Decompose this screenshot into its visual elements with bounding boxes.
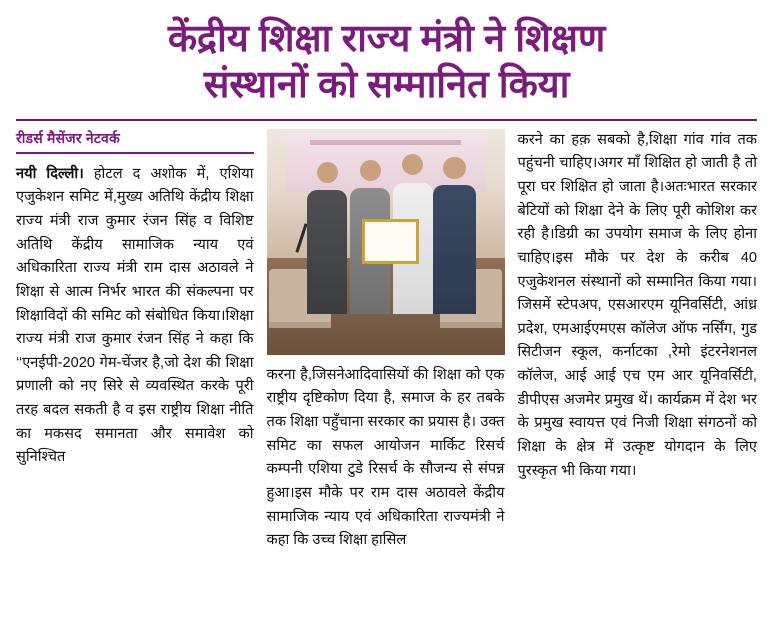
byline: रीडर्स मैसेंजर नेटवर्क <box>16 129 120 146</box>
article-text-left: होटल द अशोक में, एशिया एजुकेशन समिट में,मुख्य अतिथि केंद्रीय शिक्षा राज्य मंत्री राज कुमार रंजन सिंह व विशिष्ट अतिथि केंद्रीय सामाजिक न्याय एवं अधिकारिता राज्य मंत्री राम दास अठावले ने शिक्षा से आत्म निर्भर भारत की संकल्पना पर शिक्षाविदों की समिट को संबोधित किया।शिक्षा राज्य मंत्री राज कुमार रंजन सिंह ने कहा कि ‘‘एनईपी-2020 गेम-चेंजर है,जो देश की शिक्षा प्रणाली को नए सिरे से व्यवस्थित करके पूरी तरह बदल सकती है व इस राष्ट्रीय शिक्षा नीति का मकसद समानता और समावेश को सुनिश्चित <box>16 165 254 466</box>
column-left <box>16 129 254 581</box>
article-body-middle: करना है,जिसनेआदिवासियों की शिक्षा को एक राष्ट्रीय दृष्टिकोण दिया है, समाज के हर तबके तक शिक्षा पहुँचाना सरकार का प्रयास है। उक्त समिट का सफल आयोजन मार्किट रिसर्च कम्पनी एशिया टुडे रिसर्च के सौजन्य से संपन्न हुआ।इस मौके पर राम दास अठावले केंद्रीय सामाजिक न्याय एवं अधिकारिता राज्यमंत्री ने कहा कि उच्च शिक्षा हासिल <box>266 366 505 549</box>
article-columns <box>16 129 757 581</box>
photo-person-1-head <box>317 162 338 183</box>
photo-award-certificate <box>362 219 419 264</box>
photo-banner-stripe <box>310 140 462 145</box>
photo-person-4-head <box>443 157 465 179</box>
article-body-right: करने का हक़ सबको है,शिक्षा गांव गांव तक पहुंचनी चाहिए।अगर माँ शिक्षित हो जाती है तो पूरा घर शिक्षित हो जाता है।अतःभारत सरकार बेटियों को शिक्षा देने के लिए पूरी कोशिश कर रही है।डिग्री का उपयोग समाज के लिए होना चाहिए।इस मौके पर देश के करीब 40 एजुकेशनल संस्थानों को सम्मानित किया गया। जिसमें स्टेपअप, एसआरएम यूनिवर्सिटी, आंध्र प्रदेश, एमआईएमएस कॉलेज ऑफ नर्सिंग, गुड सिटीजन स्कूल, कर्नाटका ,रेमो इंटरनेशनल कॉलेज, आई आई एच एम आर यूनिवर्सिटी, डीपीएस अजमेर प्रमुख थें। कार्यक्रम में देश भर के प्रमुख स्वायत्त एवं निजी शिक्षा संगठनों को शिक्षा के क्षेत्र में उत्कृष्ट योगदान के लिए पुरस्कृत भी किया गया। <box>517 131 757 479</box>
headline-line-2: संस्थानों को सम्मानित किया <box>203 64 570 107</box>
headline-divider <box>16 119 757 121</box>
page-title <box>26 16 747 109</box>
article-body-left <box>16 163 254 470</box>
column-middle <box>267 129 505 581</box>
award-ceremony-photo <box>267 129 505 355</box>
dateline: नयी दिल्ली। <box>16 165 84 182</box>
column-right <box>518 129 758 581</box>
headline-line-1: केंद्रीय शिक्षा राज्य मंत्री ने शिक्षण <box>167 18 606 60</box>
photo-person-1 <box>307 190 347 314</box>
photo-person-2-head <box>360 160 381 181</box>
photo-person-4 <box>433 185 476 314</box>
byline-divider <box>16 152 254 154</box>
